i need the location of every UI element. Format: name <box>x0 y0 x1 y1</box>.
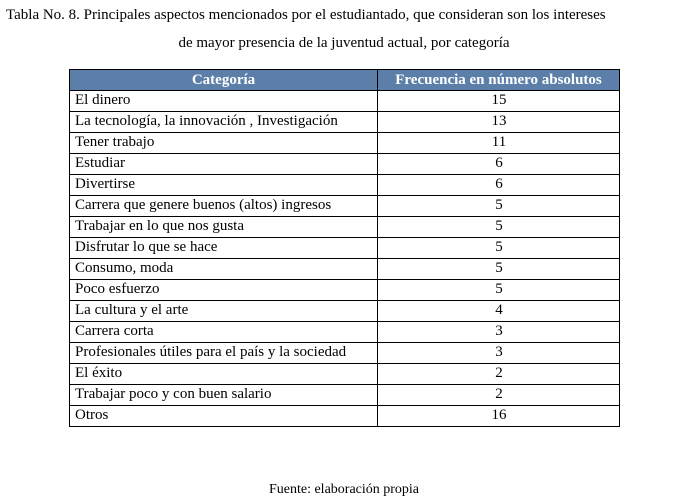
table-row <box>70 217 620 238</box>
cell-categoria: Carrera que genere buenos (altos) ingresos <box>70 196 378 217</box>
table-row <box>70 406 620 427</box>
cell-categoria: Disfrutar lo que se hace <box>70 238 378 259</box>
table-row <box>70 112 620 133</box>
table-row <box>70 238 620 259</box>
cell-categoria: Divertirse <box>70 175 378 196</box>
cell-frecuencia: 11 <box>378 133 620 154</box>
cell-categoria: Estudiar <box>70 154 378 175</box>
cell-frecuencia: 6 <box>378 154 620 175</box>
header-categoria: Categoría <box>70 70 378 91</box>
cell-categoria: Trabajar en lo que nos gusta <box>70 217 378 238</box>
table-row <box>70 196 620 217</box>
cell-categoria: El dinero <box>70 91 378 112</box>
cell-frecuencia: 3 <box>378 343 620 364</box>
cell-frecuencia: 15 <box>378 91 620 112</box>
cell-categoria: Profesionales útiles para el país y la sociedad <box>70 343 378 364</box>
table-source-note: Fuente: elaboración propia <box>268 482 420 497</box>
cell-frecuencia: 6 <box>378 175 620 196</box>
cell-frecuencia: 5 <box>378 217 620 238</box>
table-row <box>70 280 620 301</box>
cell-categoria: Trabajar poco y con buen salario <box>70 385 378 406</box>
table-row <box>70 154 620 175</box>
table-row <box>70 343 620 364</box>
cell-frecuencia: 2 <box>378 364 620 385</box>
cell-frecuencia: 5 <box>378 259 620 280</box>
table-row <box>70 259 620 280</box>
cell-frecuencia: 13 <box>378 112 620 133</box>
cell-categoria: Consumo, moda <box>70 259 378 280</box>
table-row <box>70 133 620 154</box>
cell-categoria: Carrera corta <box>70 322 378 343</box>
table-row <box>70 175 620 196</box>
cell-categoria: Poco esfuerzo <box>70 280 378 301</box>
table-row <box>70 385 620 406</box>
cell-categoria: La tecnología, la innovación , Investigación <box>70 112 378 133</box>
cell-frecuencia: 4 <box>378 301 620 322</box>
cell-categoria: Otros <box>70 406 378 427</box>
table-header-row <box>70 70 620 91</box>
table-row <box>70 301 620 322</box>
cell-categoria: El éxito <box>70 364 378 385</box>
table-row <box>70 364 620 385</box>
cell-categoria: Tener trabajo <box>70 133 378 154</box>
caption-line-2: de mayor presencia de la juventud actual, por categoría <box>178 35 510 51</box>
cell-categoria: La cultura y el arte <box>70 301 378 322</box>
cell-frecuencia: 3 <box>378 322 620 343</box>
cell-frecuencia: 5 <box>378 238 620 259</box>
interests-table <box>69 69 620 427</box>
cell-frecuencia: 5 <box>378 280 620 301</box>
caption-line-1: Tabla No. 8. Principales aspectos mencionados por el estudiantado, que consideran son los intereses <box>6 7 606 23</box>
table-row <box>70 322 620 343</box>
cell-frecuencia: 5 <box>378 196 620 217</box>
table-row <box>70 91 620 112</box>
cell-frecuencia: 16 <box>378 406 620 427</box>
header-frecuencia: Frecuencia en número absolutos <box>378 70 620 91</box>
cell-frecuencia: 2 <box>378 385 620 406</box>
